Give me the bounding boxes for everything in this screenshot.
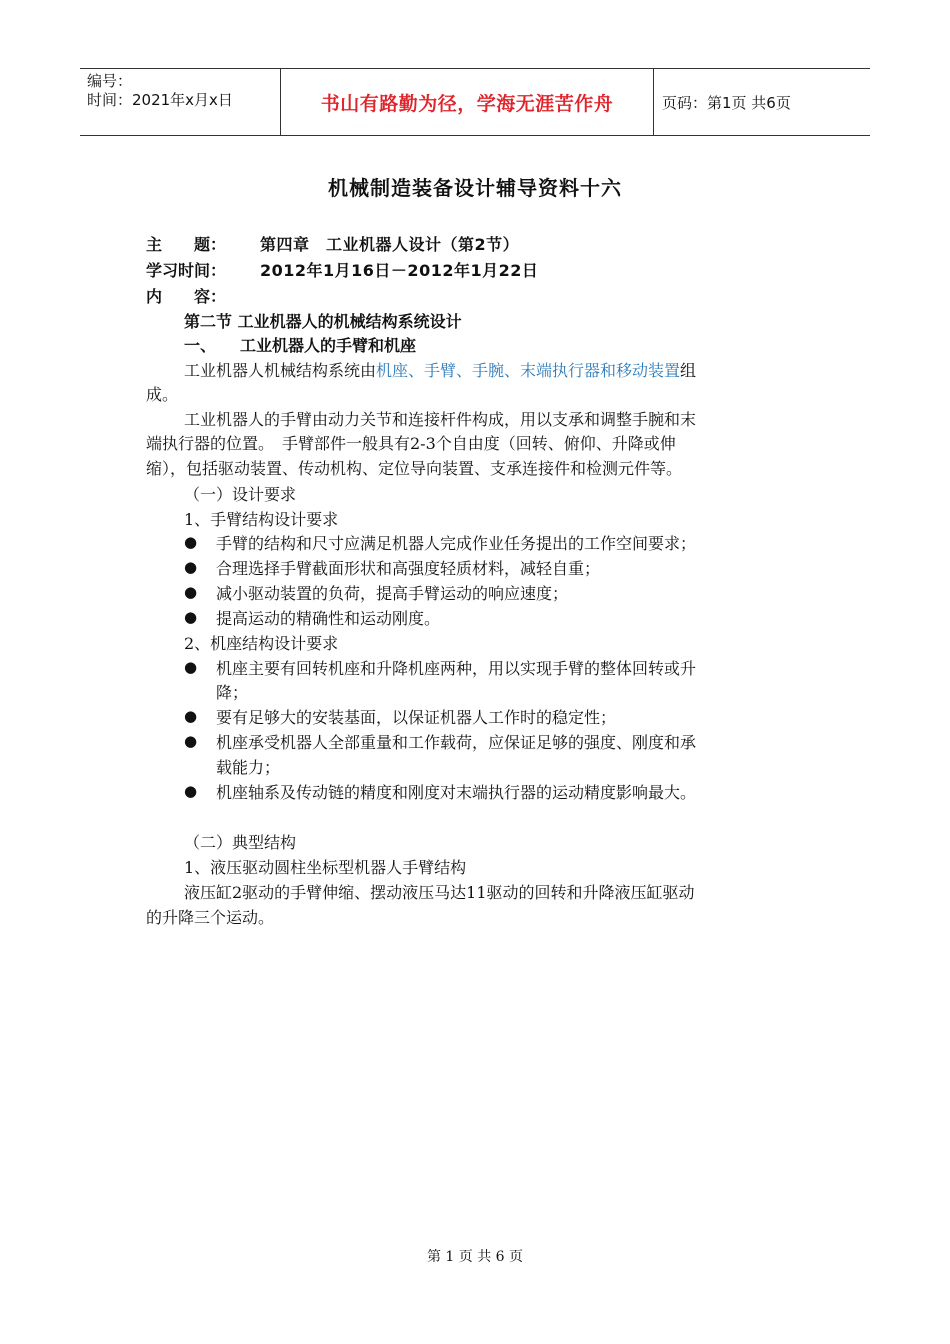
- arm-requirements-title: 1、手臂结构设计要求: [184, 510, 339, 529]
- subsection-title: 一、 工业机器人的手臂和机座: [184, 336, 417, 355]
- p1-start: 工业机器人机械结构系统由: [184, 361, 377, 380]
- paragraph-2-line-2: 端执行器的位置。 手臂部件一般具有2-3个自由度（回转、俯仰、升降或伸: [146, 434, 676, 453]
- study-time-value: 2012年1月16日－2012年1月22日: [260, 261, 539, 280]
- header-time-label: 时间：2021年x月x日: [87, 91, 233, 109]
- paragraph-3-line-2: 的升降三个运动。: [146, 908, 275, 927]
- arm-bullet-4: 提高运动的精确性和运动刚度。: [216, 609, 441, 628]
- paragraph-1-line-2: 成。: [146, 385, 179, 404]
- page-footer: 第 1 页 共 6 页: [426, 1249, 524, 1265]
- meta-content: [146, 284, 260, 310]
- bullet-marker: ●: [184, 732, 198, 750]
- base-bullet-2: 要有足够大的安装基面，以保证机器人工作时的稳定性；: [216, 708, 617, 727]
- meta-time: [146, 258, 538, 284]
- bullet-marker: ●: [184, 583, 198, 601]
- p1-highlight: 机座、手臂、手腕、末端执行器和移动装置: [376, 361, 681, 380]
- bullet-marker: ●: [184, 658, 198, 676]
- paragraph-1-line-1: [184, 359, 696, 383]
- arm-bullet-2: 合理选择手臂截面形状和高强度轻质材料，减轻自重；: [216, 559, 601, 578]
- header-left-cell: [80, 69, 281, 135]
- base-bullet-4: 机座轴系及传动链的精度和刚度对末端执行器的运动精度影响最大。: [216, 783, 697, 802]
- meta-topic: [146, 232, 519, 258]
- paragraph-2-line-1: 工业机器人的手臂由动力关节和连接杆件构成，用以支承和调整手腕和末: [184, 410, 697, 429]
- base-bullet-3-line-2: 载能力；: [216, 758, 281, 777]
- bullet-marker: ●: [184, 707, 198, 725]
- arm-bullet-1: 手臂的结构和尺寸应满足机器人完成作业任务提出的工作空间要求；: [216, 534, 697, 553]
- base-bullet-1-line-2: 降；: [216, 683, 249, 702]
- study-time-label: 学习时间：: [146, 261, 227, 280]
- bullet-marker: ●: [184, 558, 198, 576]
- header-number-label: 编号：: [87, 72, 133, 90]
- topic-label: 主 题：: [146, 235, 227, 254]
- section-title: 第二节 工业机器人的机械结构系统设计: [184, 312, 462, 331]
- bullet-marker: ●: [184, 608, 198, 626]
- arm-bullet-3: 减小驱动装置的负荷，提高手臂运动的响应速度；: [216, 584, 569, 603]
- document-title: 机械制造装备设计辅导资料十六: [328, 176, 622, 200]
- bullet-marker: ●: [184, 782, 198, 800]
- design-requirements-title: （一）设计要求: [184, 485, 297, 504]
- header-motto: 书山有路勤为径，学海无涯苦作舟: [281, 69, 654, 135]
- typical-structure-title: （二）典型结构: [184, 833, 297, 852]
- paragraph-2-line-3: 缩），包括驱动装置、传动机构、定位导向装置、支承连接件和检测元件等。: [146, 459, 683, 478]
- topic-value: 第四章 工业机器人设计（第2节）: [260, 235, 520, 254]
- paragraph-3-line-1: 液压缸2驱动的手臂伸缩、摆动液压马达11驱动的回转和升降液压缸驱动: [184, 883, 695, 902]
- bullet-marker: ●: [184, 533, 198, 551]
- hydraulic-arm-title: 1、液压驱动圆柱坐标型机器人手臂结构: [184, 858, 467, 877]
- base-bullet-1-line-1: 机座主要有回转机座和升降机座两种，用以实现手臂的整体回转或升: [216, 659, 697, 678]
- base-bullet-3-line-1: 机座承受机器人全部重量和工作载荷，应保证足够的强度、刚度和承: [216, 733, 697, 752]
- header-page-info: 页码：第1页 共6页: [662, 93, 791, 112]
- page-header: [80, 68, 870, 136]
- base-requirements-title: 2、机座结构设计要求: [184, 634, 339, 653]
- p1-end: 组: [680, 361, 697, 380]
- content-label: 内 容：: [146, 287, 227, 306]
